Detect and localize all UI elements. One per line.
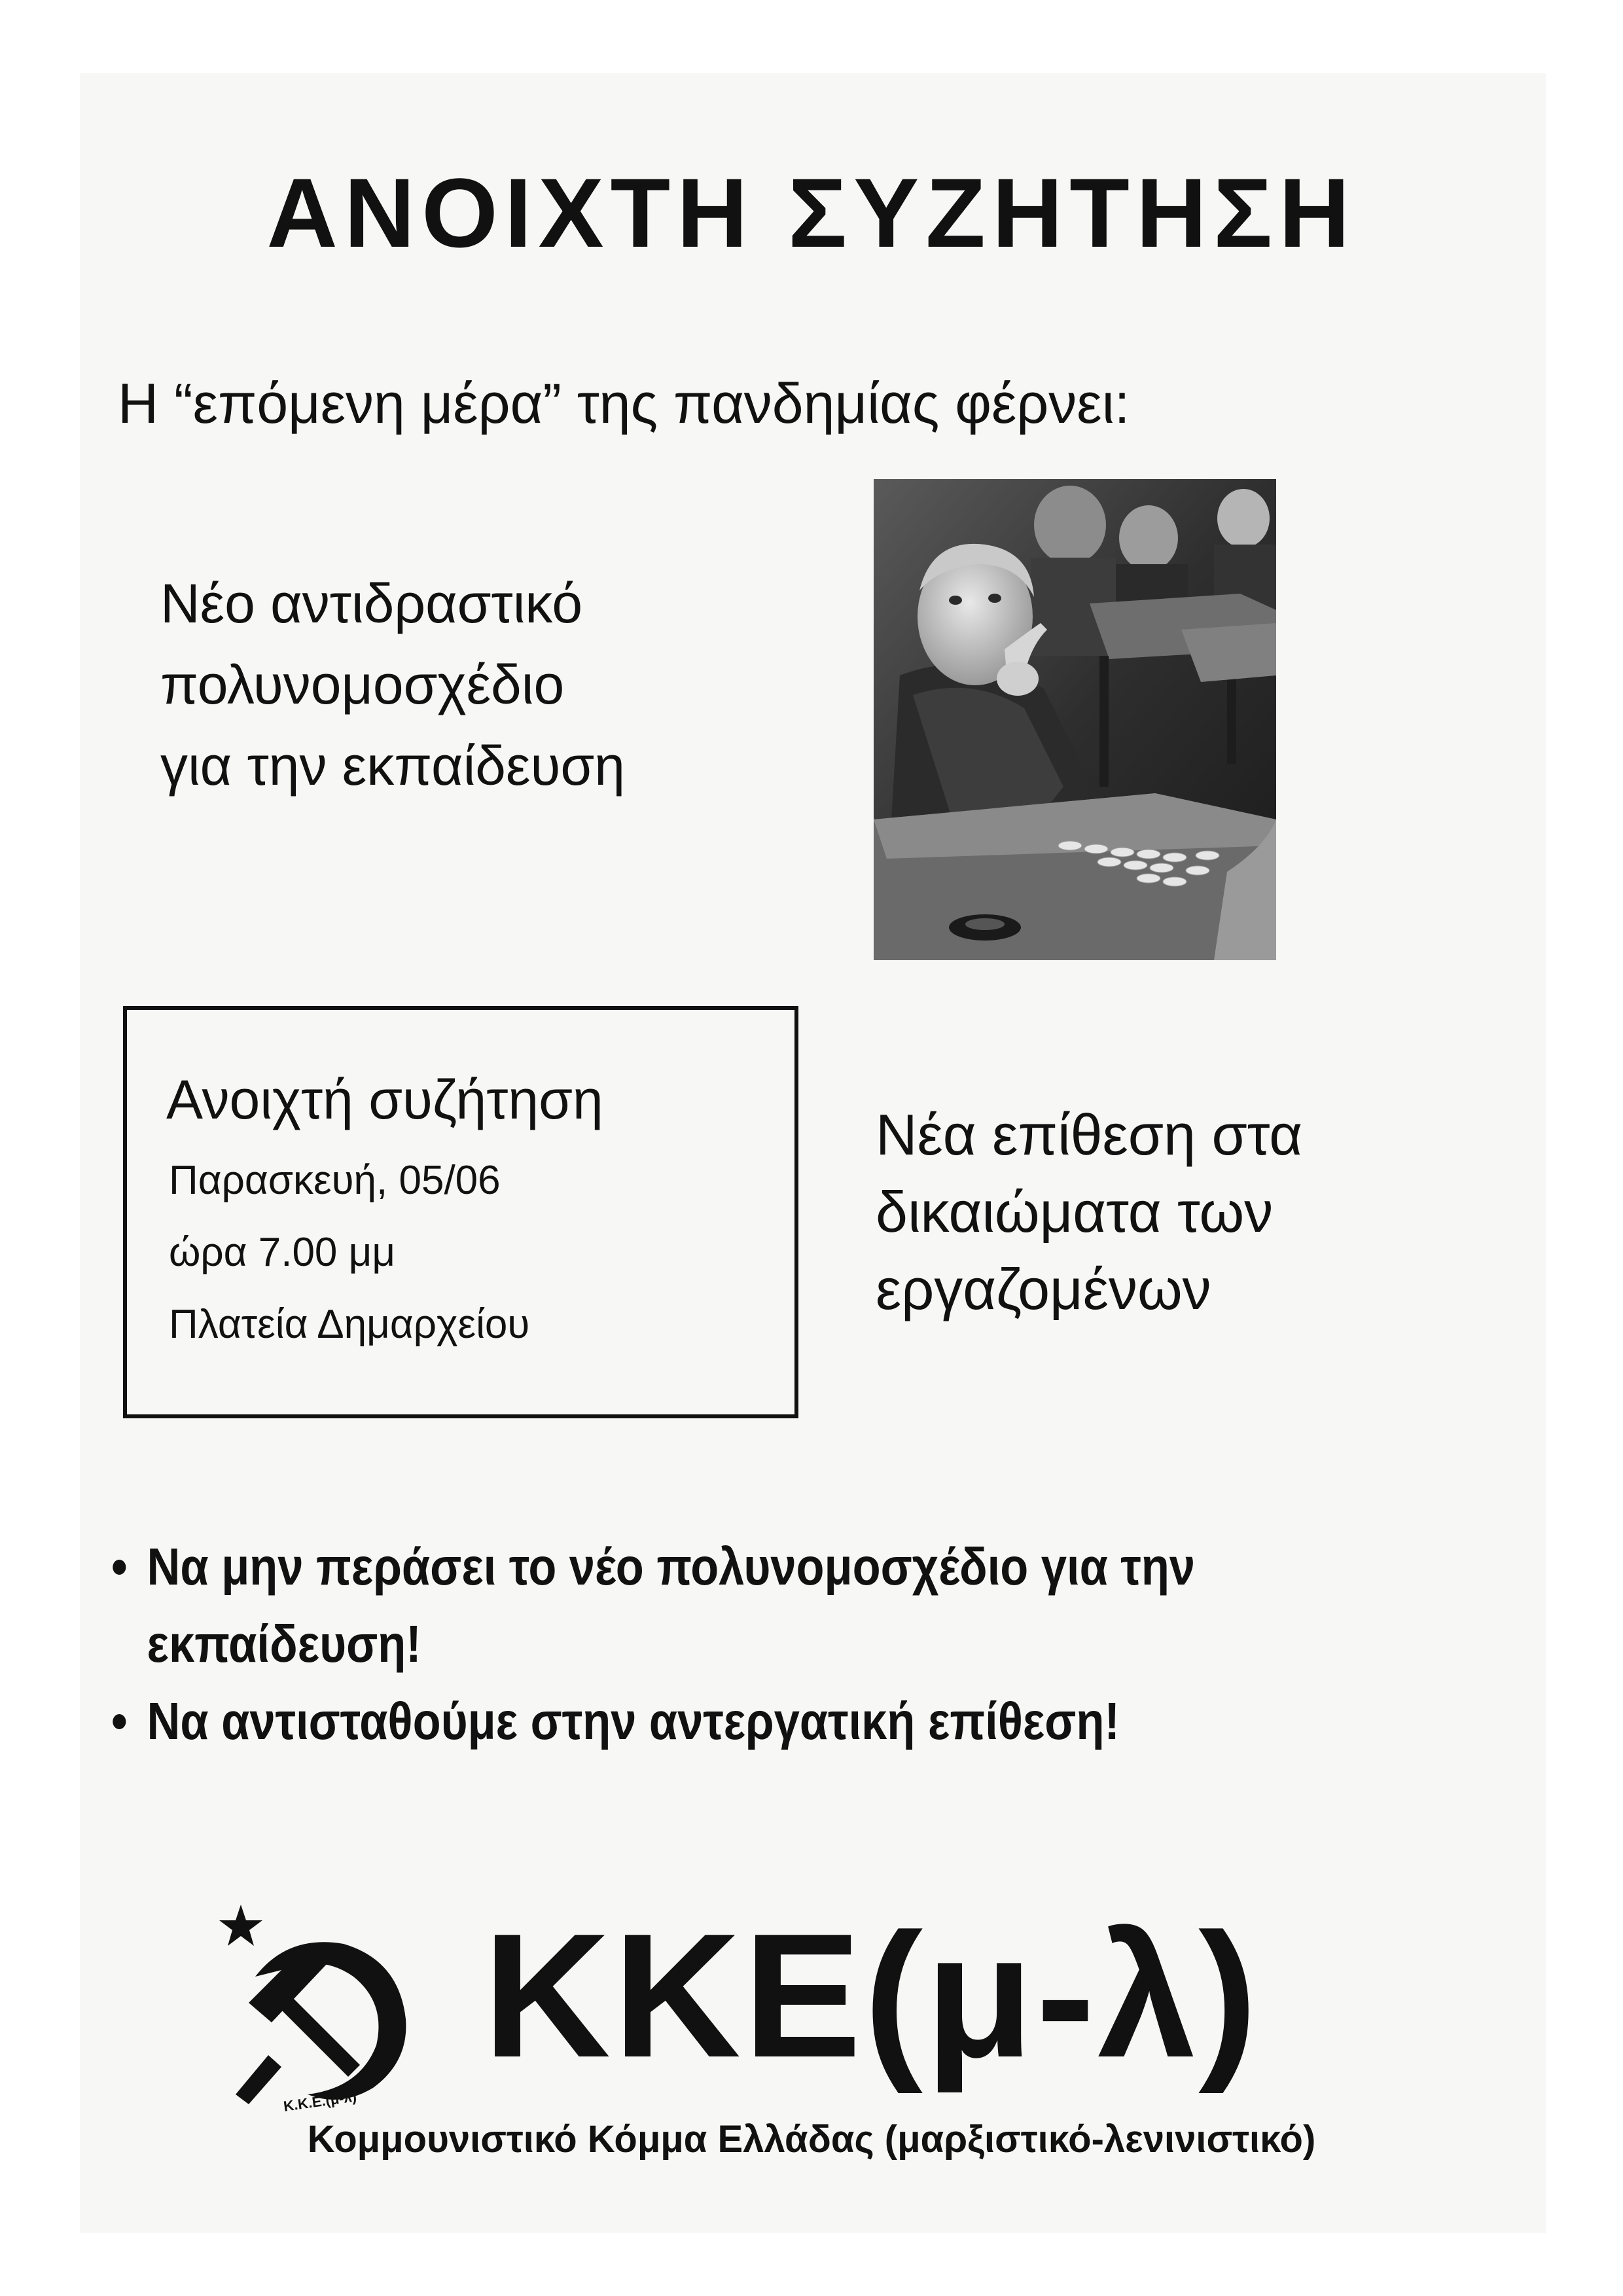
hammer-sickle-star-icon <box>209 1898 425 2114</box>
event-title: Ανοιχτή συζήτηση <box>166 1069 603 1130</box>
demand-item <box>111 1528 1321 1683</box>
attack-line: εργαζομένων <box>876 1257 1211 1321</box>
subtitle: Η “επόμενη μέρα” της πανδημίας φέρνει: <box>118 372 1130 435</box>
party-full-name: Κομμουνιστικό Κόμμα Ελλάδας (μαρξιστικό-λενινιστικό) <box>307 2118 1316 2161</box>
lead-line: Νέο αντιδραστικό <box>160 573 583 634</box>
event-place: Πλατεία Δημαρχείου <box>169 1302 530 1347</box>
demand-line: Να μην περάσει το νέο πολυνομοσχέδιο για την <box>147 1537 1195 1596</box>
lead-text <box>160 563 625 806</box>
lead-line: για την εκπαίδευση <box>160 735 625 797</box>
bullet-icon: • <box>111 1692 128 1750</box>
attack-line: Νέα επίθεση στα <box>876 1102 1303 1167</box>
page-title: ΑΝΟΙΧΤΗ ΣΥΖΗΤΗΣΗ <box>266 158 1357 268</box>
event-box <box>123 1006 798 1418</box>
lead-line: πολυνομοσχέδιο <box>160 654 565 715</box>
demand-line: εκπαίδευση! <box>147 1615 421 1673</box>
event-time: ώρα 7.00 μμ <box>169 1230 396 1275</box>
demand-line: Να αντισταθούμε στην αντεργατική επίθεση! <box>147 1692 1120 1750</box>
attack-line: δικαιώματα των <box>876 1179 1274 1244</box>
bullet-icon: • <box>111 1537 128 1596</box>
attack-text <box>876 1096 1302 1328</box>
svg-text:Κ.Κ.Ε.(μ-λ): Κ.Κ.Ε.(μ-λ) <box>282 2088 358 2114</box>
party-abbr: ΚΚΕ(μ-λ) <box>483 1897 1260 2094</box>
event-day: Παρασκευή, 05/06 <box>169 1158 501 1203</box>
demand-item <box>111 1683 1321 1760</box>
schoolboy-photo <box>874 479 1276 960</box>
demands-list <box>111 1528 1486 1760</box>
